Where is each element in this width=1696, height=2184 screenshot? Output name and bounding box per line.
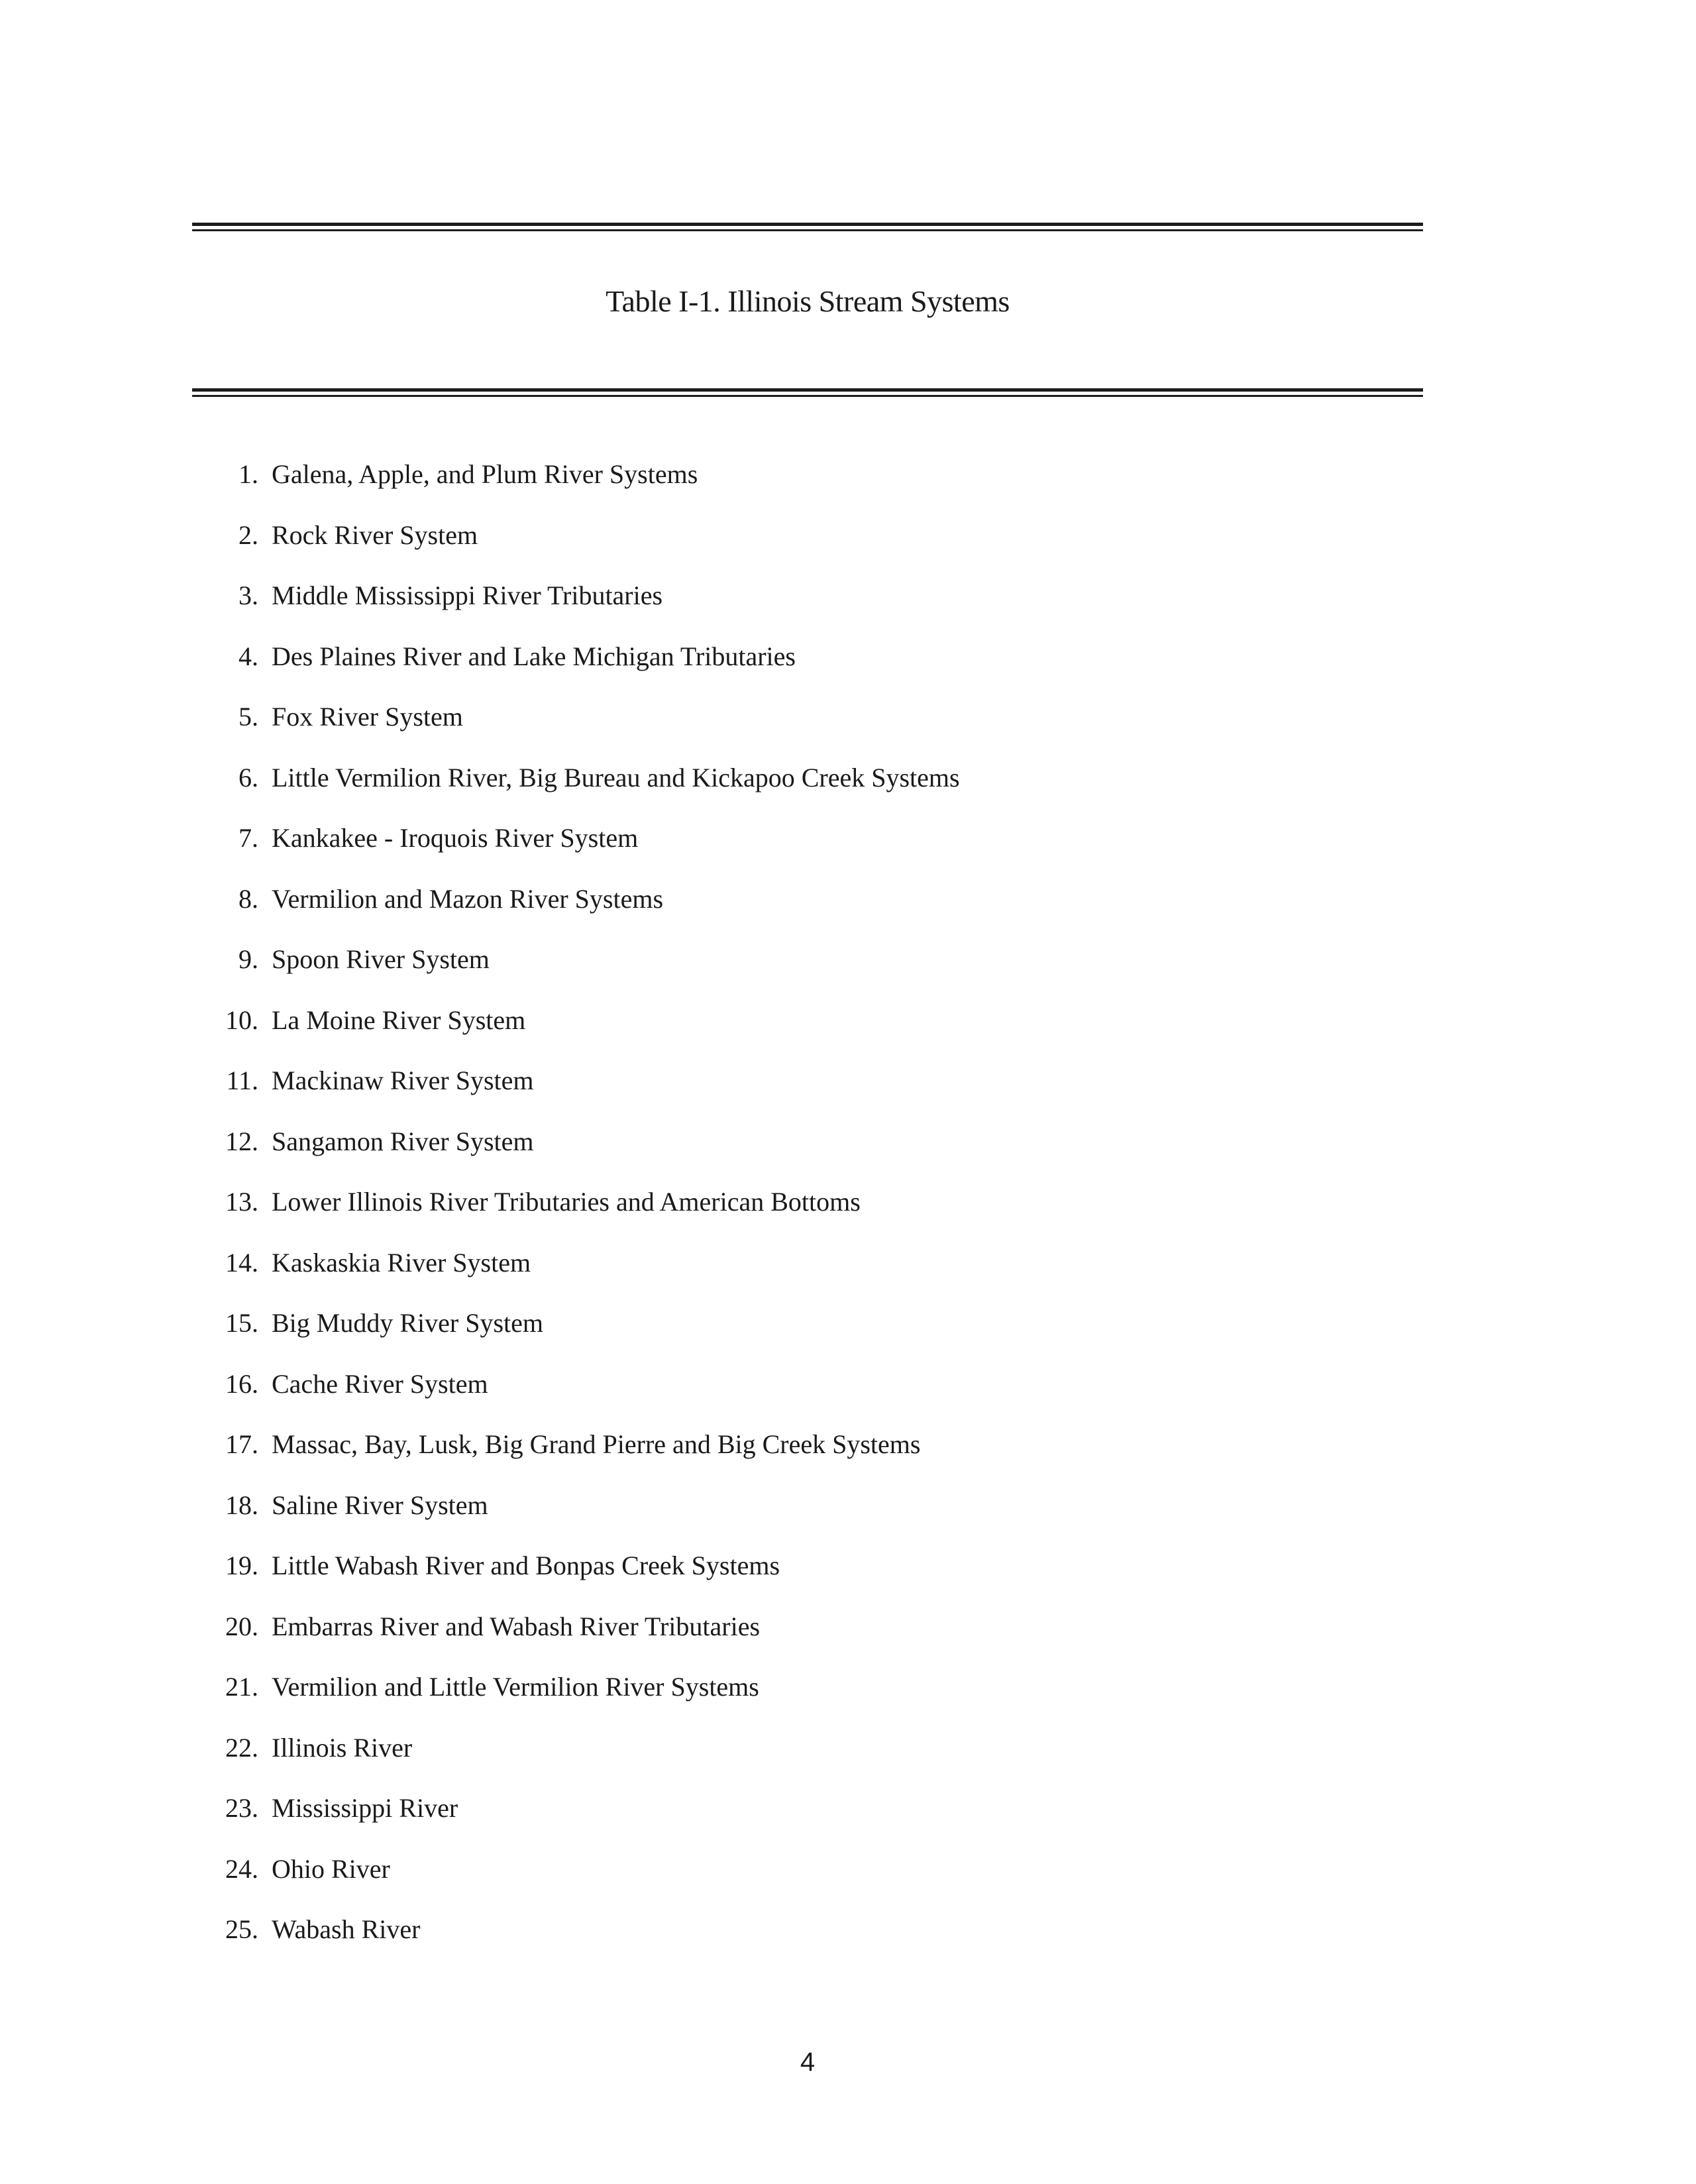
list-item-text: Sangamon River System [272,1126,534,1156]
top-double-rule [192,223,1423,235]
list-item-text: Des Plaines River and Lake Michigan Tributaries [272,641,796,671]
list-item-number: 18. [225,1490,258,1520]
list-item-text: Fox River System [272,702,463,732]
list-item-text: Mackinaw River System [272,1065,534,1095]
list-item-text: Vermilion and Little Vermilion River Systems [272,1672,759,1702]
list-item-text: Saline River System [272,1490,488,1520]
list-item-text: Kankakee - Iroquois River System [272,823,639,853]
list-item-text: La Moine River System [272,1005,526,1035]
list-item-number: 5. [238,702,258,732]
list-item-text: Cache River System [272,1368,488,1399]
list-item-number: 21. [225,1672,258,1702]
list-item-number: 2. [238,519,258,550]
list-item-number: 24. [225,1853,258,1884]
list-item-number: 14. [225,1247,258,1278]
list-item-number: 23. [225,1793,258,1823]
list-item-number: 10. [225,1005,258,1035]
rule-line-thin [192,395,1423,397]
list-item-number: 22. [225,1732,258,1763]
list-item-text: Wabash River [272,1914,421,1944]
list-item-text: Kaskaskia River System [272,1247,531,1278]
list-item-number: 3. [238,580,258,610]
list-item-number: 13. [225,1187,258,1217]
list-item-number: 19. [225,1551,258,1580]
list-item-number: 12. [225,1126,258,1156]
list-item-number: 1. [238,459,258,489]
page-number: 4 [800,2048,816,2077]
list-item-number: 7. [238,823,258,853]
list-item-text: Big Muddy River System [272,1308,544,1338]
table-title: Table I-1. Illinois Stream Systems [606,284,1010,318]
list-item-number: 17. [225,1429,258,1459]
list-item-number: 11. [226,1065,258,1095]
list-item-number: 16. [225,1368,258,1399]
list-item-number: 9. [238,944,258,974]
list-item-text: Mississippi River [272,1793,458,1823]
rule-line-thick [192,388,1423,392]
list-item-number: 4. [238,641,258,671]
list-item-text: Lower Illinois River Tributaries and American Bottoms [272,1187,861,1217]
rule-line-thick [192,223,1423,226]
list-item-text: Vermilion and Mazon River Systems [272,883,664,914]
list-item-number: 8. [238,883,258,914]
list-item-number: 15. [225,1308,258,1338]
list-item-text: Little Wabash River and Bonpas Creek Systems [272,1551,780,1580]
list-item-text: Massac, Bay, Lusk, Big Grand Pierre and Big Creek Systems [272,1429,921,1459]
list-item-number: 20. [225,1611,258,1641]
list-item-text: Little Vermilion River, Big Bureau and Kickapoo Creek Systems [272,762,960,792]
list-item-text: Galena, Apple, and Plum River Systems [272,459,698,489]
list-item-number: 25. [225,1914,258,1944]
list-item-text: Middle Mississippi River Tributaries [272,580,663,610]
list-item-text: Embarras River and Wabash River Tributaries [272,1611,761,1641]
list-item-text: Rock River System [272,519,478,550]
list-item-text: Illinois River [272,1732,413,1763]
list-item-text: Ohio River [272,1853,390,1884]
list-item-number: 6. [238,762,258,792]
list-item-text: Spoon River System [272,944,490,974]
rule-line-thin [192,229,1423,231]
bottom-double-rule [192,388,1423,400]
